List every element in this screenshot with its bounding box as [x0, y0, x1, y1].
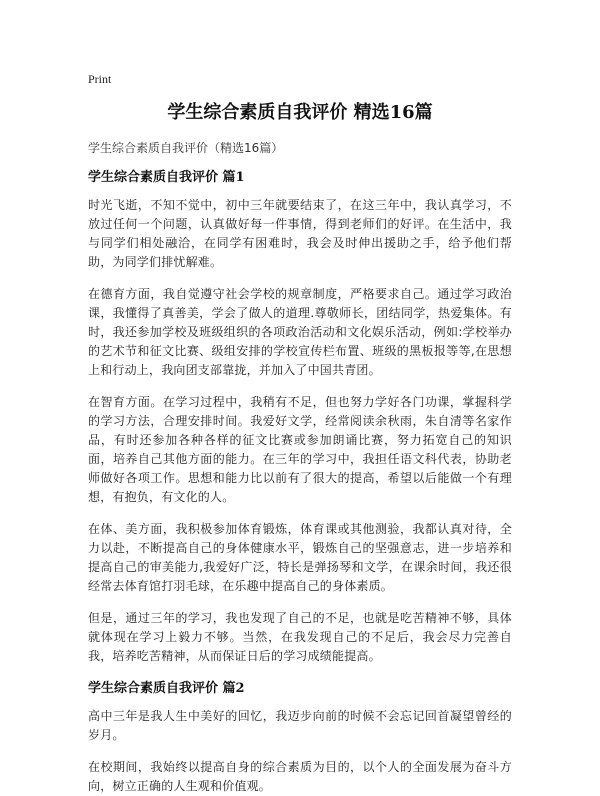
paragraph: 时光飞逝，不知不觉中，初中三年就要结束了，在这三年中，我认真学习，不放过任何一个问题，认真做好每一件事情，得到老师们的好评。在生活中，我与同学们相处融洽，在同学有困难时，我会及时伸出援助之手，给予他们帮助，为同学们排忧解难。 [88, 198, 512, 269]
subtitle: 学生综合素质自我评价（精选16篇） [88, 141, 284, 155]
section-2 [88, 679, 512, 796]
paragraph: 高中三年是我人生中美好的回忆，我迈步向前的时候不会忘记回首凝望曾经的岁月。 [88, 709, 512, 742]
page-title: 学生综合素质自我评价 精选16篇 [167, 102, 433, 123]
print-link[interactable]: Print [88, 72, 112, 86]
section-1 [88, 168, 512, 666]
paragraph: 但是，通过三年的学习，我也发现了自己的不足，也就是吃苦精神不够，具体就体现在学习上毅力不够。当然，在我发现自己的不足后，我会尽力完善自我，培养吃苦精神，从而保证日后的学习成绩能提高。 [88, 611, 512, 663]
paragraph: 在智育方面。在学习过程中，我稍有不足，但也努力学好各门功课，掌握科学的学习方法，合理安排时间。我爱好文学，经常阅读余秋雨，朱自清等名家作品，有时还参加各种各样的征文比赛或参加朗诵比赛，努力拓宽自己的知识面，培养自己其他方面的能力。在三年的学习中，我担任语文科代表，协助老师做好各项工作。思想和能力比以前有了很大的提高，希望以后能做一个有理想，有抱负，有文化的人。 [88, 395, 512, 504]
section-heading: 学生综合素质自我评价 篇1 [88, 170, 245, 185]
paragraph: 在校期间，我始终以提高自身的综合素质为目的，以个人的全面发展为奋斗方向，树立正确的人生观和价值观。 [88, 760, 512, 793]
section-heading: 学生综合素质自我评价 篇2 [88, 681, 245, 696]
paragraph: 在体、美方面，我积极参加体育锻炼，体育课或其他测验，我都认真对待，全力以赴，不断提高自己的身体健康水平，锻炼自己的坚强意志，进一步培养和提高自己的审美能力,我爱好广泛，特长是弹扬琴和文学，在课余时间，我还很经常去体育馆打羽毛球，在乐趣中提高自己的身体素质。 [88, 522, 512, 593]
paragraph: 在德育方面，我自觉遵守社会学校的规章制度，严格要求自己。通过学习政治课，我懂得了真善美，学会了做人的道理.尊敬师长，团结同学，热爱集体。有时，我还参加学校及班级组织的各项政治活动和文化娱乐活动，例如:学校举办的艺术节和征文比赛、级组安排的学校宣传栏布置、班级的黑板报等等,在思想上和行动上，我向团支部靠拢，并加入了中国共青团。 [88, 287, 512, 377]
